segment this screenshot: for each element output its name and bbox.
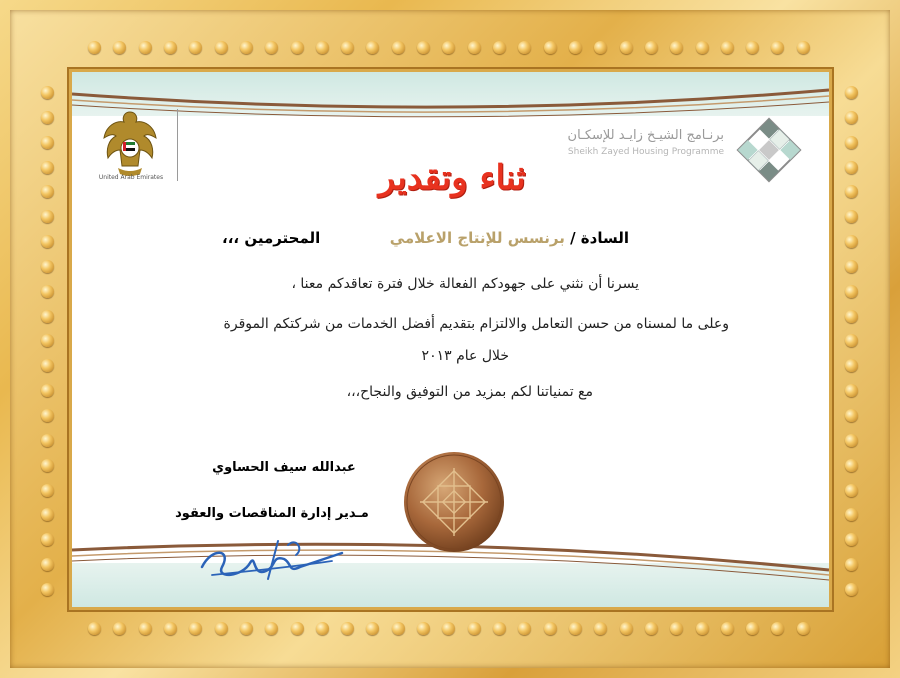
frame-bead <box>569 41 582 54</box>
frame-bead <box>594 622 607 635</box>
frame-bead <box>696 41 709 54</box>
frame-beads-right <box>845 86 858 596</box>
frame-bead <box>41 334 54 347</box>
frame-bead <box>845 111 858 124</box>
frame-bead <box>845 210 858 223</box>
company-name: برنسس للإنتاج الاعلامي <box>389 229 565 247</box>
frame-bead <box>845 260 858 273</box>
frame-bead <box>41 484 54 497</box>
frame-bead <box>845 86 858 99</box>
frame-bead <box>88 622 101 635</box>
program-name-arabic: برنـامج الشيـخ زايـد للإسكـان <box>567 128 724 143</box>
frame-bead <box>41 508 54 521</box>
frame-bead <box>645 41 658 54</box>
frame-bead <box>41 459 54 472</box>
certificate-title: ثناء وتقدير <box>378 158 526 198</box>
frame-bead <box>493 41 506 54</box>
frame-bead <box>41 86 54 99</box>
frame-bead <box>417 622 430 635</box>
frame-bead <box>696 622 709 635</box>
body-line-1: يسرنا أن نثني على جهودكم الفعالة خلال فترة تعاقدكم معنا ، <box>291 276 639 292</box>
frame-bead <box>797 622 810 635</box>
frame-bead <box>41 161 54 174</box>
frame-bead <box>845 409 858 422</box>
frame-beads-top <box>88 41 810 54</box>
signatory-name: عبدالله سيف الحساوي <box>212 460 356 475</box>
frame-bead <box>41 434 54 447</box>
frame-bead <box>645 622 658 635</box>
frame-bead <box>845 459 858 472</box>
emblem-divider <box>177 109 178 181</box>
certificate-paper <box>72 72 829 607</box>
frame-bead <box>341 622 354 635</box>
frame-bead <box>164 622 177 635</box>
frame-bead <box>41 533 54 546</box>
signatory-title: مـدير إدارة المناقصات والعقود <box>175 506 369 521</box>
embossed-seal-icon <box>402 450 506 554</box>
frame-bead <box>594 41 607 54</box>
frame-bead <box>442 622 455 635</box>
frame-bead <box>366 41 379 54</box>
frame-bead <box>845 558 858 571</box>
frame-bead <box>797 41 810 54</box>
frame-bead <box>518 41 531 54</box>
frame-bead <box>620 41 633 54</box>
frame-bead <box>670 622 683 635</box>
frame-bead <box>291 41 304 54</box>
top-swoosh-decoration <box>72 80 829 120</box>
frame-bead <box>845 136 858 149</box>
salutation: السادة / <box>570 229 629 247</box>
frame-bead <box>845 185 858 198</box>
frame-bead <box>845 285 858 298</box>
frame-bead <box>139 622 152 635</box>
program-name-english: Sheikh Zayed Housing Programme <box>567 147 724 157</box>
frame-bead <box>189 622 202 635</box>
frame-beads-left <box>41 86 54 596</box>
frame-bead <box>845 533 858 546</box>
body-line-2: وعلى ما لمسناه من حسن التعامل والالتزام بتقديم أفضل الخدمات من شركتكم الموقرة <box>223 316 729 332</box>
frame-bead <box>771 622 784 635</box>
frame-bead <box>189 41 202 54</box>
frame-bead <box>113 622 126 635</box>
frame-bead <box>569 622 582 635</box>
frame-bead <box>265 41 278 54</box>
frame-bead <box>771 41 784 54</box>
handwritten-signature <box>192 527 352 587</box>
frame-bead <box>240 622 253 635</box>
frame-bead <box>845 434 858 447</box>
honorific: المحترمين ،،، <box>222 229 321 247</box>
frame-bead <box>41 409 54 422</box>
frame-bead <box>41 111 54 124</box>
frame-bead <box>845 334 858 347</box>
uae-eagle-emblem-icon <box>100 108 160 184</box>
emblem-caption: United Arab Emirates <box>98 174 164 181</box>
frame-bead <box>442 41 455 54</box>
frame-bead <box>845 484 858 497</box>
frame-bead <box>113 41 126 54</box>
frame-bead <box>544 622 557 635</box>
frame-bead <box>721 41 734 54</box>
frame-bead <box>316 41 329 54</box>
frame-bead <box>41 558 54 571</box>
frame-bead <box>845 384 858 397</box>
frame-bead <box>468 41 481 54</box>
frame-bead <box>493 622 506 635</box>
frame-bead <box>544 41 557 54</box>
frame-bead <box>291 622 304 635</box>
frame-bead <box>41 235 54 248</box>
frame-bead <box>845 235 858 248</box>
frame-bead <box>41 285 54 298</box>
frame-bead <box>316 622 329 635</box>
housing-programme-logo-icon <box>730 112 808 188</box>
frame-bead <box>139 41 152 54</box>
frame-bead <box>670 41 683 54</box>
body-line-4: مع تمنياتنا لكم بمزيد من التوفيق والنجاح،،، <box>346 384 593 400</box>
frame-bead <box>41 583 54 596</box>
frame-bead <box>41 384 54 397</box>
frame-beads-bottom <box>88 622 810 635</box>
frame-bead <box>215 622 228 635</box>
frame-bead <box>41 136 54 149</box>
frame-bead <box>366 622 379 635</box>
addressee-line <box>390 229 629 247</box>
frame-bead <box>341 41 354 54</box>
frame-bead <box>392 41 405 54</box>
frame-bead <box>746 41 759 54</box>
frame-bead <box>518 622 531 635</box>
frame-bead <box>240 41 253 54</box>
frame-bead <box>845 310 858 323</box>
frame-bead <box>468 622 481 635</box>
frame-bead <box>215 41 228 54</box>
frame-bead <box>164 41 177 54</box>
frame-bead <box>721 622 734 635</box>
frame-bead <box>417 41 430 54</box>
frame-bead <box>845 508 858 521</box>
frame-bead <box>845 583 858 596</box>
frame-bead <box>746 622 759 635</box>
frame-bead <box>88 41 101 54</box>
frame-bead <box>620 622 633 635</box>
frame-bead <box>845 161 858 174</box>
frame-bead <box>845 359 858 372</box>
frame-bead <box>41 210 54 223</box>
body-line-3: خلال عام ٢٠١٣ <box>421 348 509 364</box>
frame-bead <box>265 622 278 635</box>
frame-bead <box>392 622 405 635</box>
frame-bead <box>41 185 54 198</box>
frame-bead <box>41 310 54 323</box>
frame-bead <box>41 260 54 273</box>
frame-bead <box>41 359 54 372</box>
